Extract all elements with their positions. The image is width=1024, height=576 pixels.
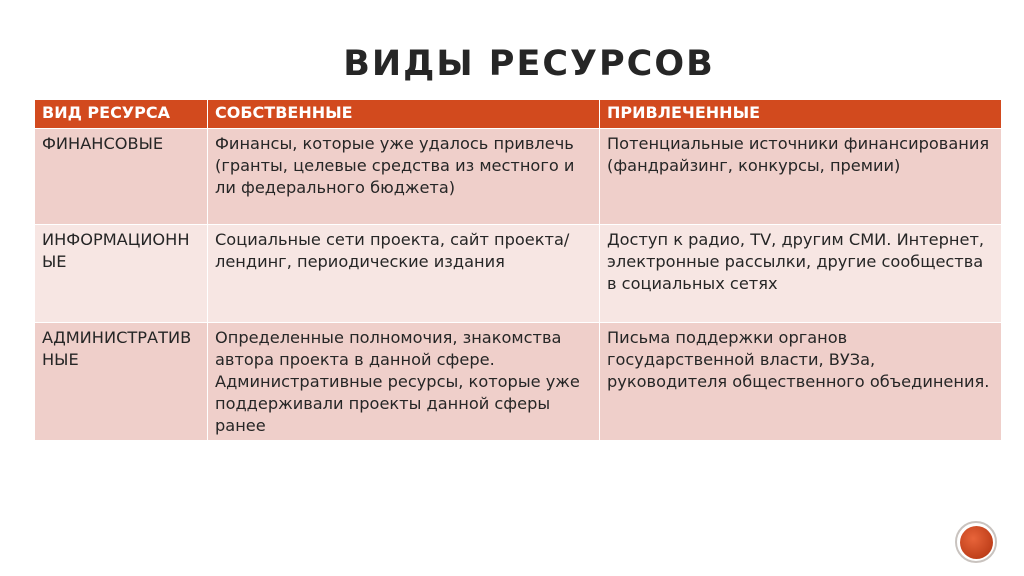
cell-attracted: Письма поддержки органов государственной власти, ВУЗа, руководителя общественного объединения. bbox=[600, 323, 1002, 441]
header-own: СОБСТВЕННЫЕ bbox=[208, 100, 600, 129]
logo-inner-circle bbox=[960, 526, 993, 559]
cell-attracted: Потенциальные источники финансирования (фандрайзинг, конкурсы, премии) bbox=[600, 129, 1002, 225]
cell-type: ФИНАНСОВЫЕ bbox=[35, 129, 208, 225]
cell-own: Определенные полномочия, знакомства автора проекта в данной сфере. Административные ресурсы, которые уже поддерживали проекты данной сферы ранее bbox=[208, 323, 600, 441]
cell-own: Финансы, которые уже удалось привлечь (гранты, целевые средства из местного и ли федерального бюджета) bbox=[208, 129, 600, 225]
cell-own: Социальные сети проекта, сайт проекта/лендинг, периодические издания bbox=[208, 225, 600, 323]
table-header-row bbox=[35, 100, 1002, 129]
resources-table bbox=[34, 99, 1002, 441]
orange-circle-logo-icon bbox=[955, 521, 997, 563]
table-row bbox=[35, 323, 1002, 441]
cell-attracted: Доступ к радио, TV, другим СМИ. Интернет, электронные рассылки, другие сообщества в социальных сетях bbox=[600, 225, 1002, 323]
cell-type: АДМИНИСТРАТИВНЫЕ bbox=[35, 323, 208, 441]
cell-type: ИНФОРМАЦИОННЫЕ bbox=[35, 225, 208, 323]
table-row bbox=[35, 129, 1002, 225]
slide-title: ВИДЫ РЕСУРСОВ bbox=[343, 44, 715, 84]
header-attracted: ПРИВЛЕЧЕННЫЕ bbox=[600, 100, 1002, 129]
header-resource-type: ВИД РЕСУРСА bbox=[35, 100, 208, 129]
table-row bbox=[35, 225, 1002, 323]
